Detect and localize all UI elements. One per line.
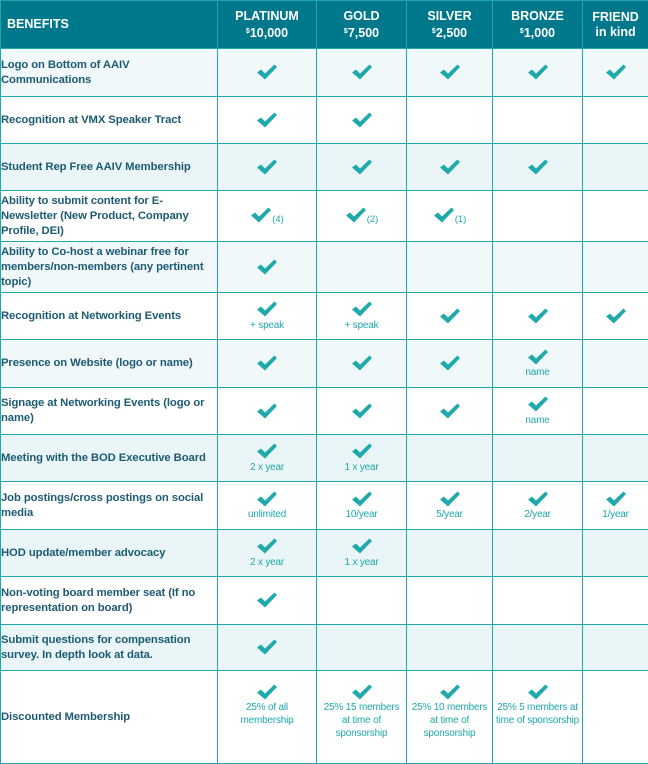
benefit-note: 1 x year [317,556,406,569]
cell-bronze [493,577,583,625]
cell-gold [317,671,407,764]
tier-header-gold [317,1,407,49]
checkmark-icon [433,206,455,224]
checkmark-icon [439,402,461,420]
cell-silver [407,671,493,764]
cell-friend [583,530,648,577]
cell-silver [407,435,493,482]
cell-friend [583,482,648,530]
checkmark-icon [351,158,373,176]
checkmark-icon [351,354,373,372]
cell-bronze [493,97,583,144]
cell-silver [407,49,493,97]
benefit-note: name [493,366,582,379]
cell-silver [407,340,493,388]
checkmark-icon [527,395,549,413]
count-note: (4) [272,215,284,226]
cell-friend [583,97,648,144]
tier-header-friend [583,1,648,49]
benefit-label: Logo on Bottom of AAIV Communications [1,49,218,97]
benefit-note: 2 x year [218,556,316,569]
table-row [1,144,648,191]
checkmark-icon [256,111,278,129]
checkmark-icon [256,683,278,701]
table-row [1,530,648,577]
cell-platinum [218,49,317,97]
benefit-note: 5/year [407,508,492,521]
checkmark-icon [605,307,627,325]
cell-silver [407,482,493,530]
cell-friend [583,293,648,340]
benefit-note: 2 x year [218,461,316,474]
table-row [1,97,648,144]
cell-friend [583,242,648,293]
checkmark-icon [256,638,278,656]
tier-price: $1,000 [493,24,582,41]
checkmark-icon [439,63,461,81]
checkmark-icon [256,158,278,176]
checkmark-icon [256,442,278,460]
checkmark-icon [256,537,278,555]
cell-gold [317,388,407,435]
benefits-column-header: BENEFITS [1,1,218,49]
cell-bronze [493,482,583,530]
checkmark-icon [256,591,278,609]
cell-gold [317,144,407,191]
cell-platinum [218,191,317,242]
cell-friend [583,625,648,671]
cell-gold [317,435,407,482]
cell-silver [407,97,493,144]
checkmark-icon [439,683,461,701]
cell-bronze [493,49,583,97]
cell-platinum [218,435,317,482]
cell-silver [407,242,493,293]
cell-gold [317,482,407,530]
cell-platinum [218,97,317,144]
checkmark-icon [527,63,549,81]
checkmark-icon [527,158,549,176]
cell-bronze [493,671,583,764]
benefit-label: Meeting with the BOD Executive Board [1,435,218,482]
cell-gold [317,530,407,577]
tier-header-bronze [493,1,583,49]
count-note: (2) [367,215,379,226]
tier-price: $7,500 [317,24,406,41]
checkmark-icon [345,206,367,224]
cell-silver [407,144,493,191]
benefit-note: unlimited [218,508,316,521]
header-row [1,1,648,49]
cell-silver [407,577,493,625]
cell-friend [583,144,648,191]
table-row [1,435,648,482]
benefit-label: Ability to Co-host a webinar free for members/non-members (any pertinent topic) [1,242,218,293]
cell-friend [583,671,648,764]
cell-friend [583,388,648,435]
cell-gold [317,97,407,144]
table-row [1,340,648,388]
tier-name: PLATINUM [218,9,316,24]
cell-friend [583,577,648,625]
benefit-label: Discounted Membership [1,671,218,764]
benefit-note: 10/year [317,508,406,521]
checkmark-icon [527,348,549,366]
benefit-note: 1/year [583,508,648,521]
checkmark-icon [439,490,461,508]
cell-bronze [493,242,583,293]
checkmark-icon [256,300,278,318]
cell-platinum [218,625,317,671]
cell-bronze [493,144,583,191]
cell-platinum [218,144,317,191]
cell-silver [407,530,493,577]
cell-silver [407,625,493,671]
cell-silver [407,191,493,242]
cell-platinum [218,530,317,577]
tier-name: SILVER [407,9,492,24]
table-row [1,388,648,435]
cell-platinum [218,242,317,293]
checkmark-icon [351,402,373,420]
benefit-label: Ability to submit content for E-Newsletter (New Product, Company Profile, DEI) [1,191,218,242]
benefit-label: Non-voting board member seat (If no representation on board) [1,577,218,625]
checkmark-icon [256,354,278,372]
checkmark-icon [351,300,373,318]
tier-header-platinum [218,1,317,49]
cell-gold [317,242,407,293]
cell-bronze [493,530,583,577]
table-row [1,482,648,530]
benefit-note: 25% 5 members at time of sponsorship [493,701,582,727]
cell-gold [317,191,407,242]
benefit-note: + speak [218,319,316,332]
checkmark-icon [439,354,461,372]
tier-name: GOLD [317,9,406,24]
cell-bronze [493,625,583,671]
checkmark-icon [605,63,627,81]
table-row [1,49,648,97]
tier-price: $2,500 [407,24,492,41]
cell-bronze [493,435,583,482]
checkmark-icon [527,683,549,701]
checkmark-icon [605,490,627,508]
benefit-label: Presence on Website (logo or name) [1,340,218,388]
checkmark-icon [256,258,278,276]
checkmark-icon [256,63,278,81]
checkmark-icon [439,158,461,176]
benefit-label: Recognition at VMX Speaker Tract [1,97,218,144]
cell-silver [407,293,493,340]
benefit-note: 25% 10 members at time of sponsorship [407,701,492,740]
tier-name: BRONZE [493,9,582,24]
cell-bronze [493,340,583,388]
tier-price: $10,000 [218,24,316,41]
cell-gold [317,293,407,340]
table-row [1,191,648,242]
checkmark-icon [351,111,373,129]
checkmark-icon [351,490,373,508]
table-row [1,242,648,293]
cell-silver [407,388,493,435]
table-row [1,625,648,671]
checkmark-icon [527,307,549,325]
cell-platinum [218,577,317,625]
cell-platinum [218,293,317,340]
count-note: (1) [455,215,467,226]
cell-friend [583,340,648,388]
tier-name: FRIEND [583,10,648,25]
checkmark-icon [351,63,373,81]
cell-gold [317,340,407,388]
checkmark-icon [527,490,549,508]
benefit-label: HOD update/member advocacy [1,530,218,577]
benefit-note: 1 x year [317,461,406,474]
cell-friend [583,49,648,97]
benefit-note: + speak [317,319,406,332]
cell-platinum [218,388,317,435]
checkmark-icon [351,442,373,460]
table-row [1,577,648,625]
cell-bronze [493,293,583,340]
benefit-label: Signage at Networking Events (logo or name) [1,388,218,435]
benefit-label: Submit questions for compensation survey. In depth look at data. [1,625,218,671]
table-row [1,293,648,340]
benefit-note: name [493,414,582,427]
benefit-label: Student Rep Free AAIV Membership [1,144,218,191]
cell-bronze [493,388,583,435]
checkmark-icon [256,402,278,420]
checkmark-icon [256,490,278,508]
checkmark-icon [250,206,272,224]
checkmark-icon [439,307,461,325]
cell-platinum [218,340,317,388]
cell-gold [317,49,407,97]
tier-header-silver [407,1,493,49]
checkmark-icon [351,537,373,555]
cell-friend [583,435,648,482]
checkmark-icon [351,683,373,701]
cell-gold [317,577,407,625]
cell-platinum [218,482,317,530]
benefit-note: 2/year [493,508,582,521]
cell-friend [583,191,648,242]
cell-platinum [218,671,317,764]
benefit-label: Recognition at Networking Events [1,293,218,340]
cell-gold [317,625,407,671]
benefit-note: 25% of all membership [218,701,316,727]
table-row [1,671,648,764]
benefit-note: 25% 15 members at time of sponsorship [317,701,406,740]
cell-bronze [493,191,583,242]
tier-price: in kind [583,25,648,40]
benefit-label: Job postings/cross postings on social media [1,482,218,530]
